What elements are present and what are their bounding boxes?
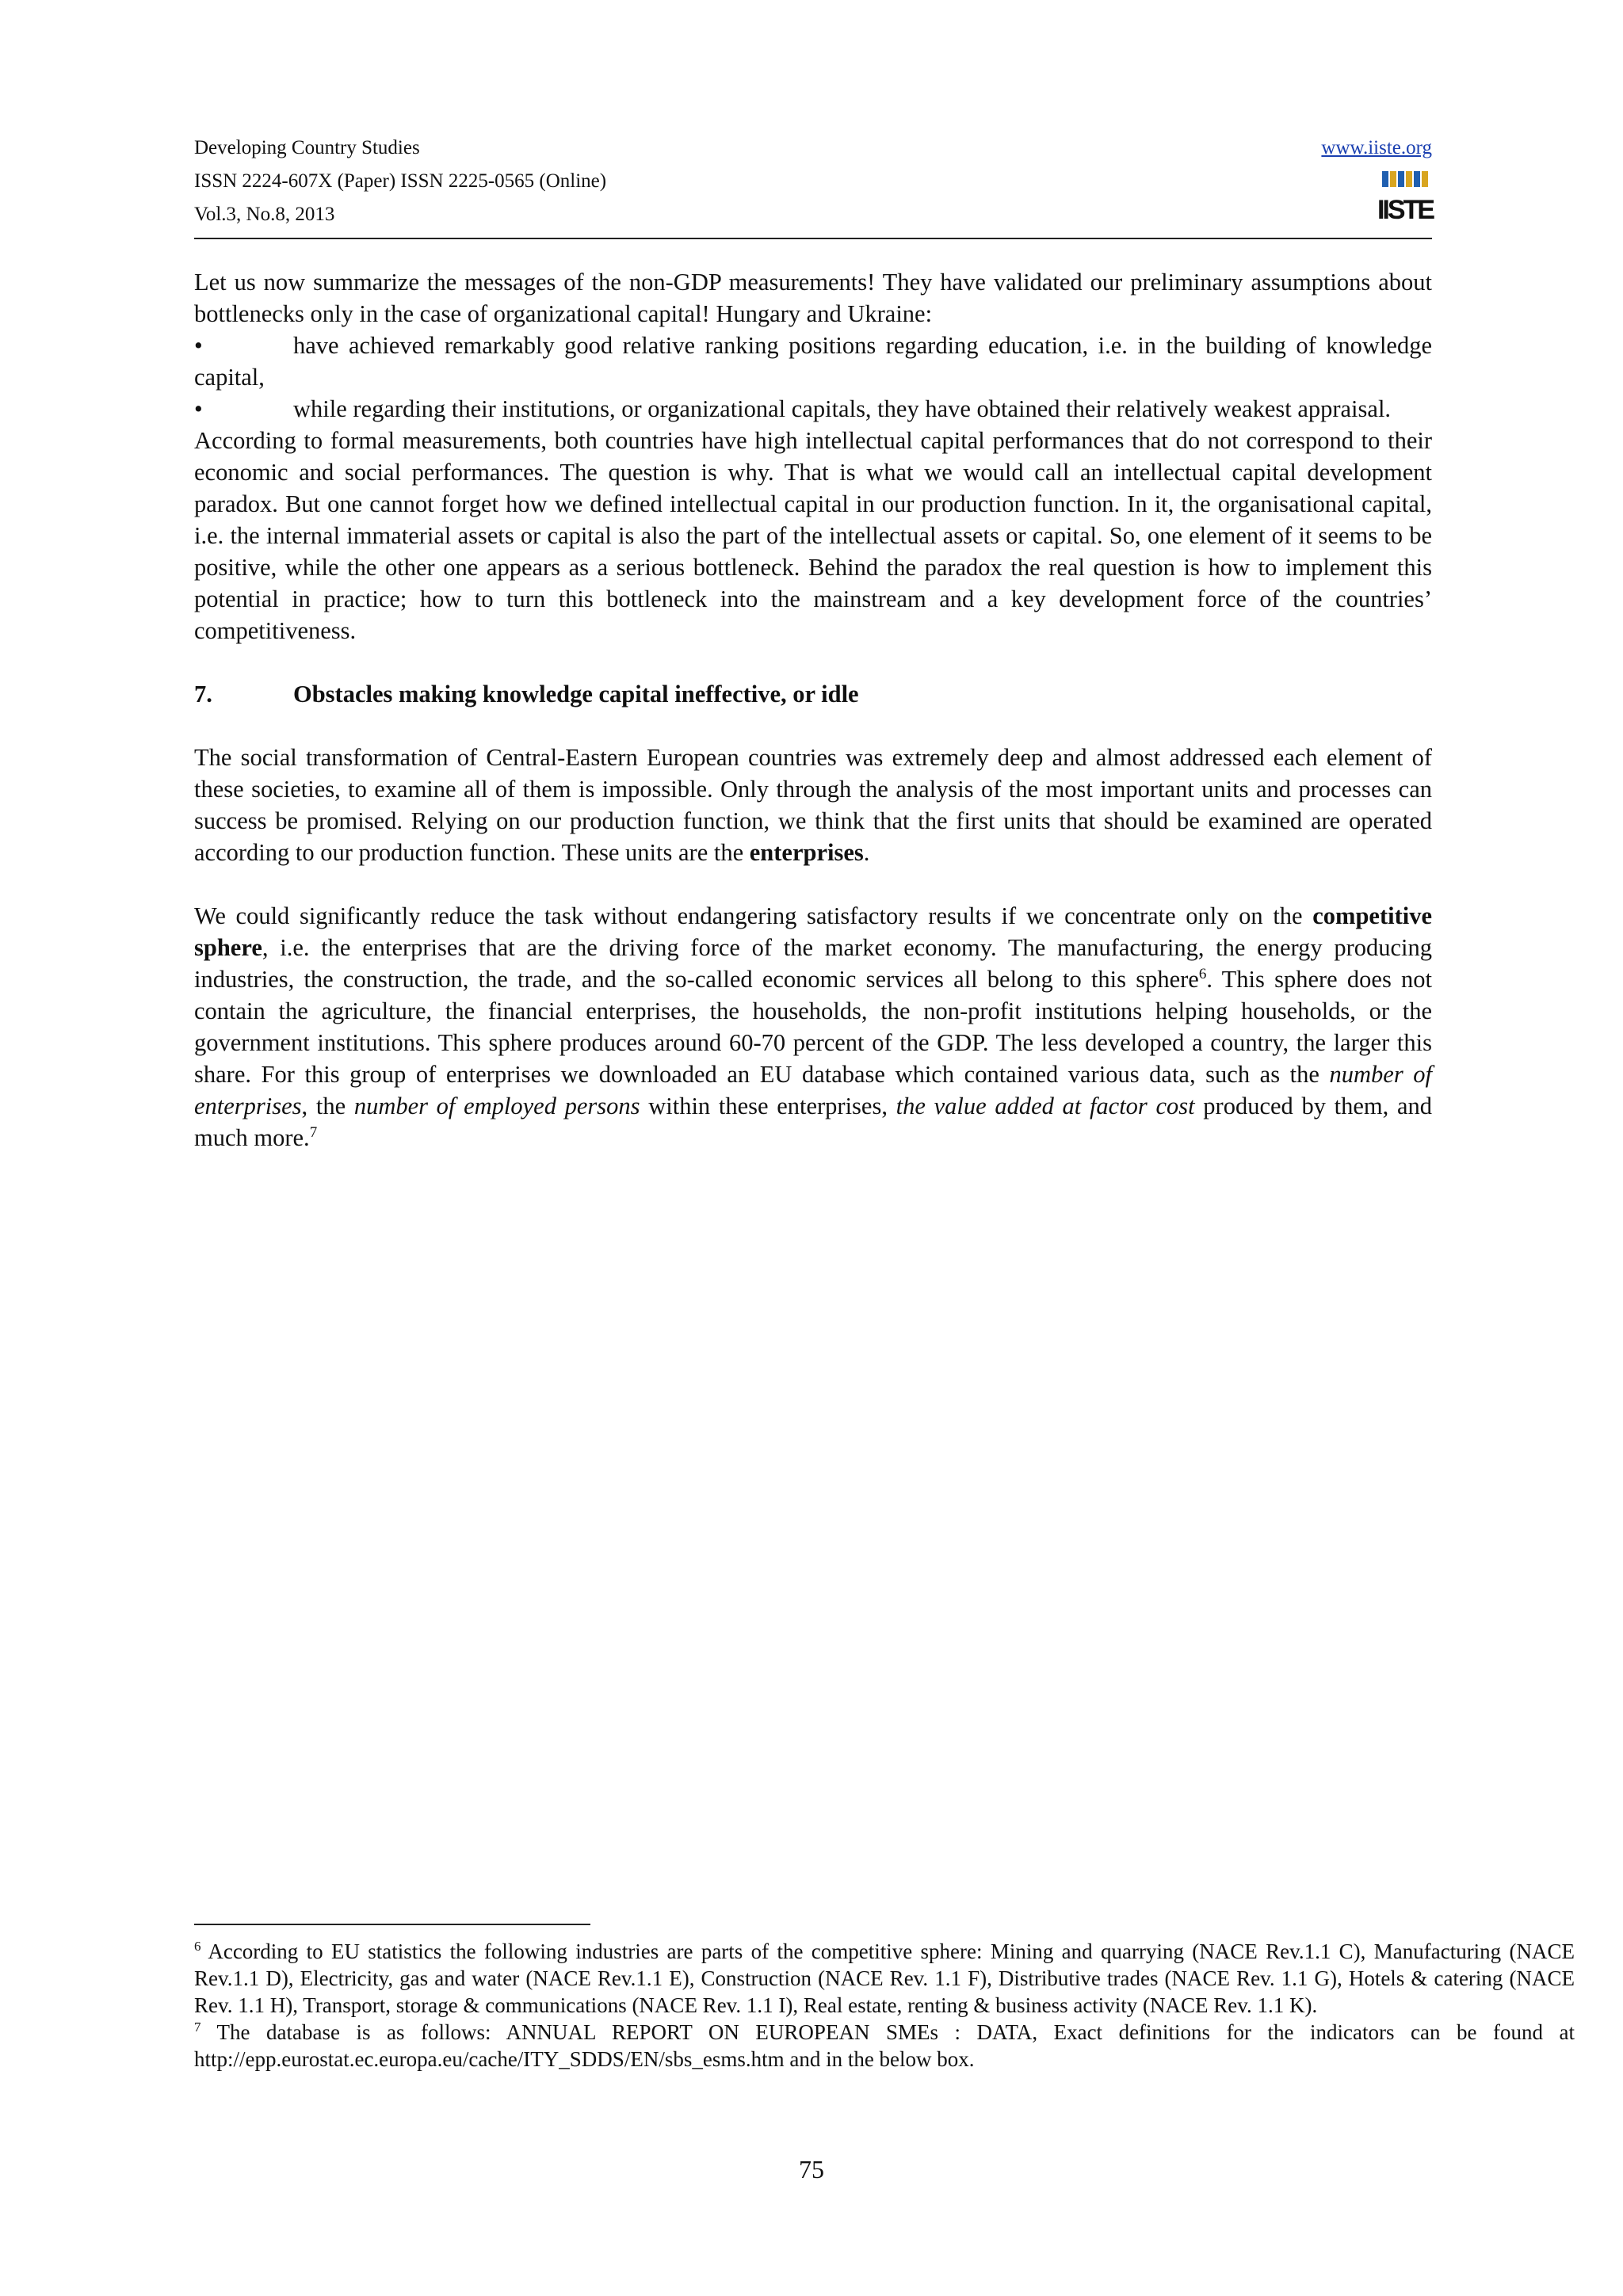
- footnote-text: The database is as follows: ANNUAL REPORT ON EUROPEAN SMEs : DATA, Exact definitions for the indicators can be found at http://epp.eurostat.ec.europa.eu/cache/ITY_SDDS/EN/sbs_esms.htm and in the below box.: [194, 2020, 1575, 2071]
- paragraph: [194, 742, 1432, 868]
- paragraph-text: We could significantly reduce the task without endangering satisfactory results if we concentrate only on the: [194, 902, 1313, 929]
- page-number: 75: [799, 2155, 824, 2183]
- paragraph-text: , the: [301, 1093, 354, 1119]
- iiste-logo: [1377, 170, 1434, 228]
- footnote-mark: 6: [194, 1939, 201, 1954]
- header-rule: [194, 238, 1432, 239]
- paragraph-text: , i.e. the enterprises that are the driving force of the market economy. The manufacturing, the energy producing industries, the construction, the trade, and the so-called economic services all belong to this sphere: [194, 934, 1432, 993]
- section-number: 7.: [194, 681, 212, 707]
- footnotes: [194, 1938, 1575, 2073]
- italic-text: the value added at factor cost: [896, 1093, 1195, 1119]
- bullet-icon: •: [194, 395, 203, 422]
- footnote-6: [194, 1938, 1575, 2019]
- journal-url-link[interactable]: www.iiste.org: [1321, 137, 1432, 158]
- footnote-7: [194, 2019, 1575, 2073]
- journal-title: Developing Country Studies: [194, 137, 420, 158]
- page-header: [194, 133, 1432, 239]
- footnote-text: According to EU statistics the following industries are parts of the competitive sphere: Mining and quarrying (NACE Rev.1.1 C), Manufacturing (NACE Rev.1.1 D), Electricity, gas and water (NACE Rev.1.1 E), Construction (NACE Rev. 1.1 F), Distributive trades (NACE Rev. 1.1 G), Hotels & catering (NACE Rev. 1.1 H), Transport, storage & communications (NACE Rev. 1.1 I), Real estate, renting & business activity (NACE Rev. 1.1 K).: [194, 1939, 1575, 2017]
- section-title: Obstacles making knowledge capital ineffective, or idle: [293, 681, 859, 707]
- footnote-rule: [194, 1924, 590, 1925]
- paragraph: Let us now summarize the messages of the non-GDP measurements! They have validated our preliminary assumptions about bottlenecks only in the case of organizational capital! Hungary and Ukraine:: [194, 269, 1432, 327]
- paragraph-text: produced by them, and much more.: [194, 1093, 1432, 1151]
- paragraph-text: . This sphere does not contain the agriculture, the financial enterprises, the households, the non-profit institutions helping households, or the government institutions. This sphere produces around 60-70 percent of the GDP. The less developed a country, the larger this share. For this group of enterprises we downloaded an EU database which contained various data, such as the: [194, 966, 1433, 1088]
- italic-text: number of enterprises: [194, 1061, 1432, 1119]
- paragraph: According to formal measurements, both countries have high intellectual capital performances that do not correspond to their economic and social performances. The question is why. That is what we would call an intellectual capital development paradox. But one cannot forget how we defined intellectual capital in our production function. In it, the organisational capital, i.e. the internal immaterial assets or capital is also the part of the intellectual assets or capital. So, one element of it seems to be positive, while the other one appears as a serious bottleneck. Behind the paradox the real question is how to implement this potential in practice; how to turn this bottleneck into the mainstream and a key development force of the countries’ competitiveness.: [194, 427, 1432, 644]
- paragraph-text: .: [863, 839, 870, 866]
- journal-volume: Vol.3, No.8, 2013: [194, 204, 335, 225]
- bullet-text: while regarding their institutions, or organizational capitals, they have obtained their relatively weakest appraisal.: [293, 395, 1392, 422]
- journal-issn: ISSN 2224-607X (Paper) ISSN 2225-0565 (Online): [194, 170, 607, 192]
- italic-text: number of employed persons: [353, 1093, 640, 1119]
- paragraph-text: The social transformation of Central-Eastern European countries was extremely deep and almost addressed each element of these societies, to examine all of them is impossible. Only through the analysis of the most important units and processes can success be promised. Relying on our production function, we think that the first units that should be examined are operated according to our production function. These units are the: [194, 744, 1432, 866]
- bullet-icon: •: [194, 332, 203, 359]
- footnote-ref[interactable]: 7: [309, 1123, 318, 1141]
- footnote-ref[interactable]: 6: [1198, 965, 1207, 982]
- emphasis-text: competitive sphere: [194, 902, 1432, 961]
- footnote-mark: 7: [194, 2019, 201, 2035]
- paragraph-text: within these enterprises,: [640, 1093, 896, 1119]
- bullet-item: [194, 330, 1432, 393]
- main-text: [194, 266, 1432, 1154]
- svg-text:IISTE: IISTE: [1377, 195, 1434, 225]
- paragraph: [194, 900, 1432, 1154]
- bullet-item: [194, 393, 1432, 425]
- section-heading: [194, 678, 1432, 710]
- emphasis-text: enterprises: [749, 839, 864, 866]
- bullet-text: have achieved remarkably good relative ranking positions regarding education, i.e. in the building of knowledge capital,: [194, 332, 1432, 391]
